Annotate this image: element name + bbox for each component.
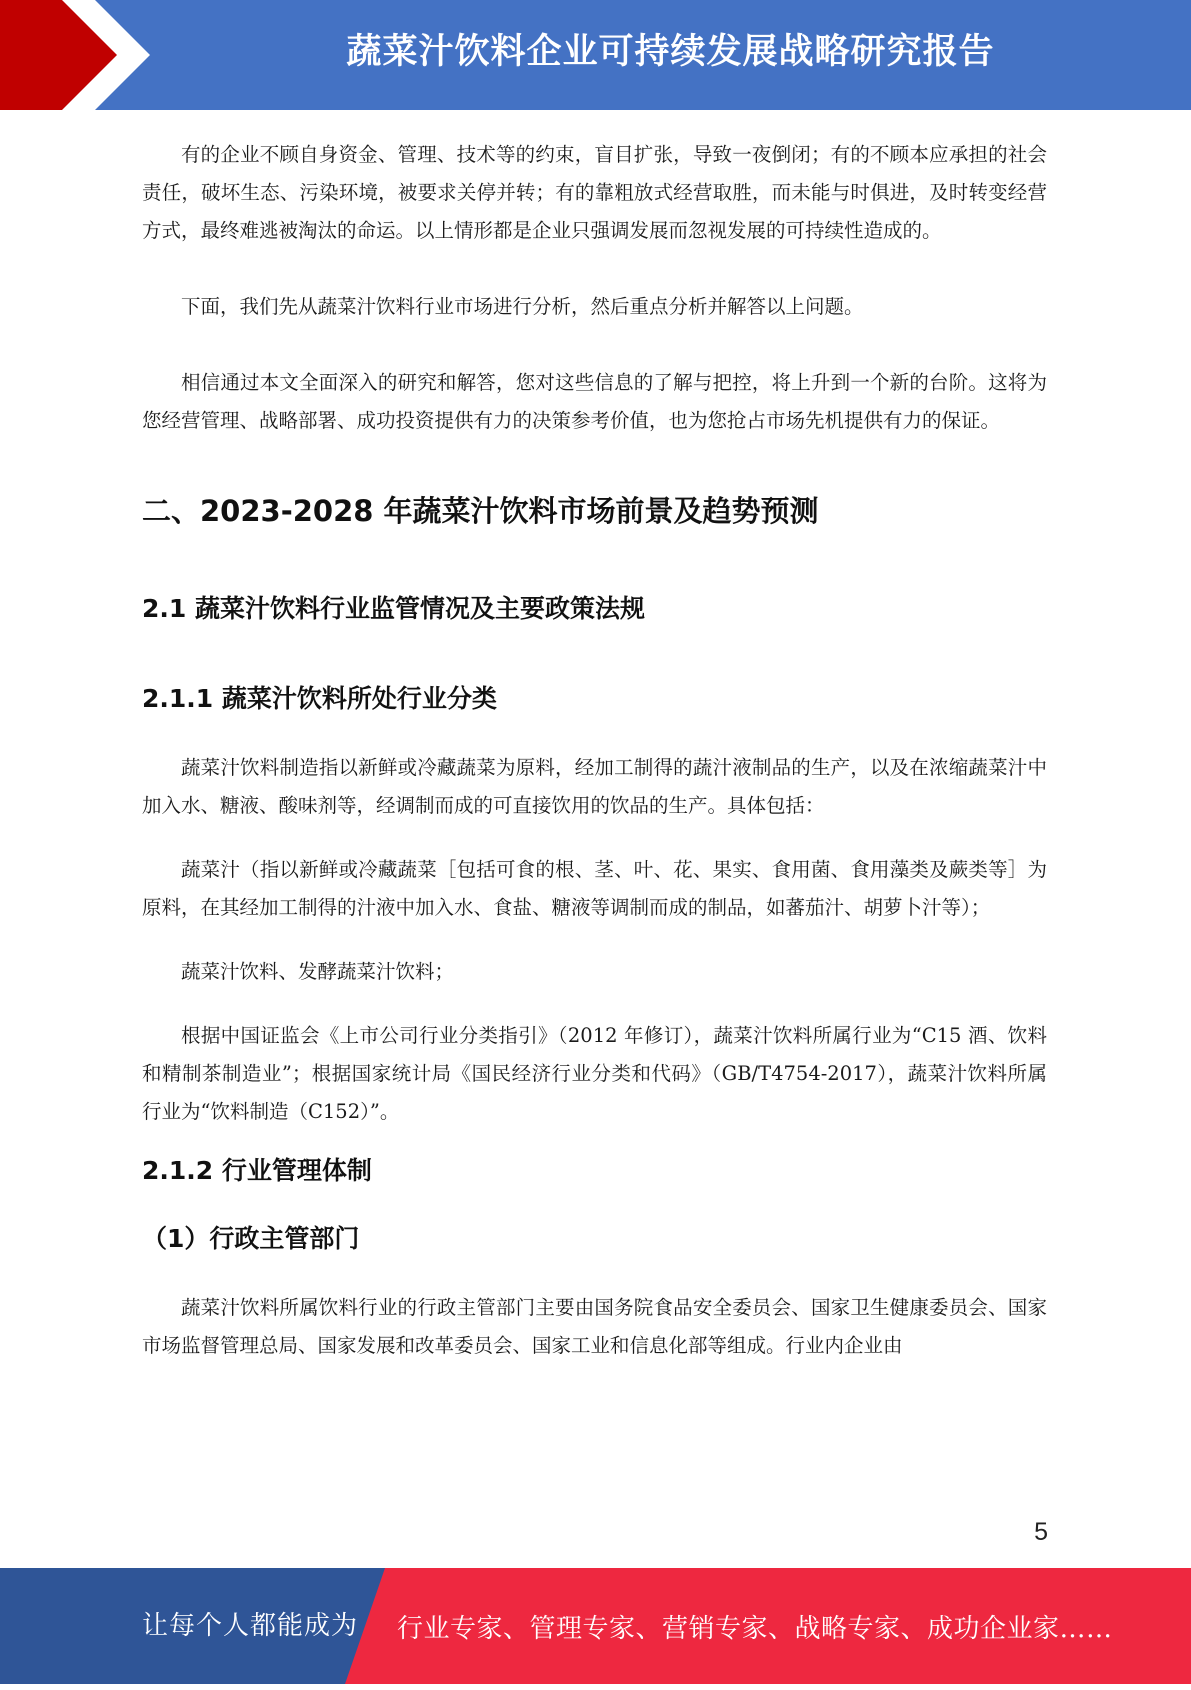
document-body bbox=[142, 136, 1047, 1365]
paragraph-4: 蔬菜汁饮料制造指以新鲜或冷藏蔬菜为原料，经加工制得的蔬汁液制品的生产，以及在浓缩蔬菜汁中加入水、糖液、酸味剂等，经调制而成的可直接饮用的饮品的生产。具体包括： bbox=[142, 756, 1047, 817]
paragraph-1: 有的企业不顾自身资金、管理、技术等的约束，盲目扩张，导致一夜倒闭；有的不顾本应承担的社会责任，破坏生态、污染环境，被要求关停并转；有的靠粗放式经营取胜，而未能与时俱进，及时转变经营方式，最终难逃被淘汰的命运。以上情形都是企业只强调发展而忽视发展的可持续性造成的。 bbox=[142, 143, 1047, 242]
footer-banner bbox=[0, 1568, 1191, 1684]
paragraph-5: 蔬菜汁（指以新鲜或冷藏蔬菜［包括可食的根、茎、叶、花、果实、食用菌、食用藻类及蕨类等］为原料，在其经加工制得的汁液中加入水、食盐、糖液等调制而成的制品，如蕃茄汁、胡萝卜汁等）； bbox=[142, 858, 1047, 919]
subsubsection-heading-classification: 2.1.1 蔬菜汁饮料所处行业分类 bbox=[142, 684, 497, 713]
footer-slogan-right: 行业专家、管理专家、营销专家、战略专家、成功企业家…… bbox=[397, 1614, 1113, 1644]
admin-department-heading: （1）行政主管部门 bbox=[142, 1224, 360, 1253]
paragraph-2: 下面，我们先从蔬菜汁饮料行业市场进行分析，然后重点分析并解答以上问题。 bbox=[181, 295, 864, 318]
subsubsection-heading-management: 2.1.2 行业管理体制 bbox=[142, 1156, 372, 1185]
header-banner bbox=[0, 0, 1191, 110]
footer-slogan-left: 让每个人都能成为 bbox=[142, 1611, 359, 1641]
paragraph-7: 根据中国证监会《上市公司行业分类指引》（2012 年修订），蔬菜汁饮料所属行业为“C15 酒、饮料和精制茶制造业”；根据国家统计局《国民经济行业分类和代码》（GB/T4754-2017），蔬菜汁饮料所属行业为“饮料制造（C152）”。 bbox=[142, 1024, 1047, 1123]
paragraph-6: 蔬菜汁饮料、发酵蔬菜汁饮料； bbox=[181, 960, 455, 983]
red-arrow-icon bbox=[0, 0, 160, 110]
paragraph-3: 相信通过本文全面深入的研究和解答，您对这些信息的了解与把控，将上升到一个新的台阶。这将为您经营管理、战略部署、成功投资提供有力的决策参考价值，也为您抢占市场先机提供有力的保证。 bbox=[142, 371, 1047, 432]
paragraph-8: 蔬菜汁饮料所属饮料行业的行政主管部门主要由国务院食品安全委员会、国家卫生健康委员会、国家市场监督管理总局、国家发展和改革委员会、国家工业和信息化部等组成。行业内企业由 bbox=[142, 1296, 1047, 1357]
report-title: 蔬菜汁饮料企业可持续发展战略研究报告 bbox=[346, 32, 995, 72]
page-number: 5 bbox=[1034, 1518, 1048, 1546]
section-heading: 二、2023-2028 年蔬菜汁饮料市场前景及趋势预测 bbox=[142, 494, 819, 528]
subsection-heading: 2.1 蔬菜汁饮料行业监管情况及主要政策法规 bbox=[142, 594, 645, 623]
